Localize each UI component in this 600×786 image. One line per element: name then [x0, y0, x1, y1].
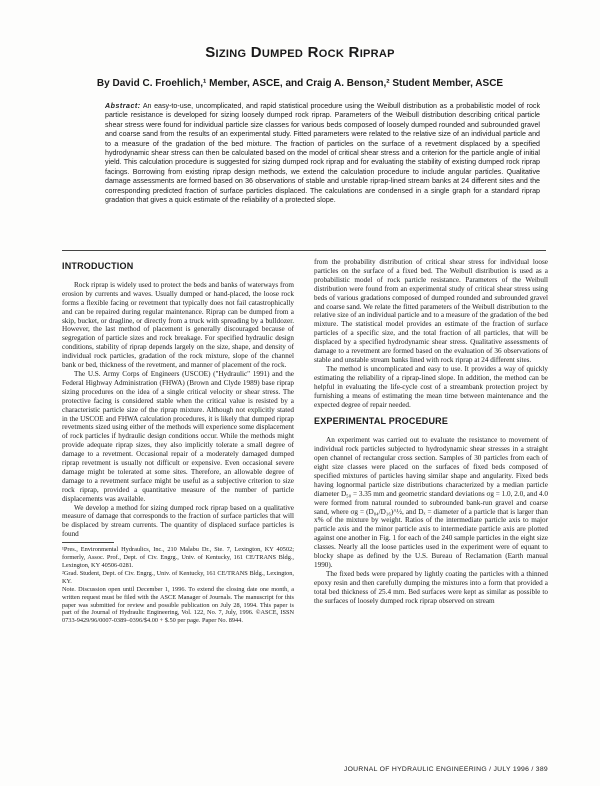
paper-title: Sizing Dumped Rock Riprap — [205, 44, 395, 61]
section-heading-introduction: INTRODUCTION — [62, 261, 134, 271]
body-paragraph: from the probability distribution of critical shear stress for individual loose particles on the surface of a fixed bed. The Weibull distribution is used as a probabilistic model of rock particle resistance. Parameters of the Weibull distribution were found from an experimental study of critical shear stress using beds of various gradations composed of dumped rounded and subrounded gravel and coarse sand. We relate the fitted parameters of the Weibull distribution to the relative size of an individual particle and to a measure of the gradation of the bed mixture. The statistical model provides an estimate of the fraction of surface particles of a specific size, and the total fraction of all particles, that will be displaced by a specified hydrodynamic shear stress. Qualitative assessments of damage to a revetment are formed based on the evaluation of 36 observations of stable and unstable stream banks lined with rock riprap at 24 different sites. — [314, 258, 548, 364]
body-paragraph: Rock riprap is widely used to protect the beds and banks of waterways from erosion by currents and waves. Usually dumped or hand-placed, the loose rock forms a flexible facing or revetment that typically does not fail catastrophically and can be repaired during regular maintenance. Riprap can be dumped from a skip, bucket, or dragline, or directly from a truck with spreading by a bulldozer. However, the last method of placement is generally discouraged because of segregation of particle sizes and rock breakage. For specified hydraulic design conditions, stability of riprap depends largely on the size, shape, and density of individual rock particles, gradation of the rock mixture, slope of the channel bank or bed, thickness of the revetment, and manner of placement of the rock. — [62, 280, 294, 370]
abstract — [105, 102, 540, 205]
body-paragraph: We develop a method for sizing dumped rock riprap based on a qualitative measure of damage that corresponds to the fraction of surface particles that will be displaced by stream currents. The quantity of displaced surface particles is found — [62, 503, 294, 539]
footnote-publication-note: Note. Discussion open until December 1, 1996. To extend the closing date one month, a written request must be filed with the ASCE Manager of Journals. The manuscript for this paper was submitted for review and possible publication on July 28, 1994. This paper is part of the Journal of Hydraulic Engineering, Vol. 122, No. 7, July, 1996. ©ASCE, ISSN 0733-9429/96/0007-0389–0396/$4.00 + $.50 per page. Paper No. 8944. — [62, 585, 294, 625]
author-line: By David C. Froehlich,¹ Member, ASCE, and Craig A. Benson,² Student Member, ASCE — [96, 78, 504, 89]
body-paragraph: The fixed beds were prepared by lightly coating the particles with a thinned epoxy resin and then carefully dumping the mixtures into a form that provided a total bed thickness of 25.4 mm. Bed surfaces were kept as similar as possible to the surfaces of loosely dumped rock riprap observed on stream — [314, 569, 548, 605]
footnote-affiliation-2: ²Grad. Student, Dept. of Civ. Engrg., Univ. of Kentucky, 161 CE/TRANS Bldg., Lexington, KY. — [62, 569, 294, 585]
body-paragraph: The method is uncomplicated and easy to use. It provides a way of quickly estimating the reliability of a riprap-lined slope. In addition, the method can be helpful in evaluating the life-cycle cost of a streambank protection project by furnishing a means of estimating the mean time between maintenance and the expected degree of repair needed. — [314, 364, 548, 409]
footnotes — [62, 546, 294, 625]
body-paragraph: The U.S. Army Corps of Engineers (USCOE) ("Hydraulic" 1991) and the Federal Highway Administration (FHWA) (Brown and Clyde 1989) base riprap sizing procedures on the idea of a single critical velocity or shear stress. The protective facing is considered stable when the critical value is resisted by a characteristic particle size of the riprap mixture. Although not explicitly stated in the USCOE and FHWA calculation procedures, it is likely that dumped riprap revetments sized using either of the methods will experience some displacement of rock particles if hydraulic design conditions occur. While the methods might provide adequate riprap sizes, they also implicitly tolerate a small degree of damage to a revetment. Occasional repair of a moderately damaged dumped riprap revetment is usually not difficult or expensive. Even occasional severe damage might be tolerated at some sites. Therefore, an allowable degree of damage to a revetment surface might be useful as a subjective criterion to size rock riprap, provided a quantitative measure of the number of particle displacements was available. — [62, 369, 294, 503]
footnote-divider — [62, 542, 114, 543]
section-divider — [62, 250, 546, 251]
left-column — [62, 258, 294, 625]
footnote-affiliation-1: ¹Pres., Environmental Hydraulics, Inc., 210 Malabu Dr., Ste. 7, Lexington, KY 40502; formerly, Assoc. Prof., Dept. of Civ. Engrg., Univ. of Kentucky, 161 CE/TRANS Bldg., Lexington, KY 40506-0281. — [62, 546, 294, 569]
abstract-label: Abstract: — [105, 102, 141, 110]
section-heading-experimental-procedure: EXPERIMENTAL PROCEDURE — [314, 416, 449, 427]
running-footer: JOURNAL OF HYDRAULIC ENGINEERING / JULY 1996 / 389 — [343, 766, 548, 773]
abstract-text: An easy-to-use, uncomplicated, and rapid statistical procedure using the Weibull distribution as a probabilistic model of rock particle resistance is developed for sizing loosely dumped rock riprap. Parameters of the Weibull distribution describing critical particle shear stress were found for individual particle size classes for various beds composed of loosely dumped rounded and subrounded gravel and coarse sand from the results of an experimental study. Fitted parameters were related to the relative size of an individual particle and to a measure of the gradation of the bed mixture. The fraction of particles on the surface of a revetment displaced by a specified hydrodynamic shear stress can then be calculated based on the model of critical shear stress and a criterion for the particle angle of initial yield. This calculation procedure is suggested for sizing dumped rock riprap and for evaluating the stability of existing dumped rock riprap facings. Borrowing from existing riprap design methods, we extend the calculation procedure to include angular particles. Qualitative damage assessments are formed based on 36 observations of stable and unstable riprap-lined stream banks at 24 different sites and the corresponding predicted fraction of surface particles displaced. The calculations are condensed in a single graph for a standard riprap gradation that gives a quick estimate of the reliability of a protected slope. — [105, 102, 540, 205]
right-column — [314, 258, 548, 606]
body-paragraph: An experiment was carried out to evaluate the resistance to movement of individual rock particles subjected to hydrodynamic shear stresses in a straight open channel of rectangular cross section. Samples of 30 particles from each of eight size classes were placed on the surfaces of fixed beds composed of specified mixtures of particles having similar shape and angularity. Fixed beds having lognormal particle size distributions characterized by a median particle diameter D₅₀ = 3.35 mm and geometric standard deviations σg = 1.0, 2.0, and 4.0 were formed from natural rounded to subrounded bank-run gravel and coarse sand, where σg = (D₈₄/D₁₆)^½, and Dₓ = diameter of a particle that is larger than x% of the mixture by weight. Ratios of the intermediate particle axis to major particle axis and the minor particle axis to intermediate particle axis are plotted against one another in Fig. 1 for each of the 240 sample particles in the eight size classes. Nearly all the loose particles used in the experiment were of equant to blocky shape as defined by the U.S. Bureau of Reclamation (Earth manual 1990). — [314, 436, 548, 569]
